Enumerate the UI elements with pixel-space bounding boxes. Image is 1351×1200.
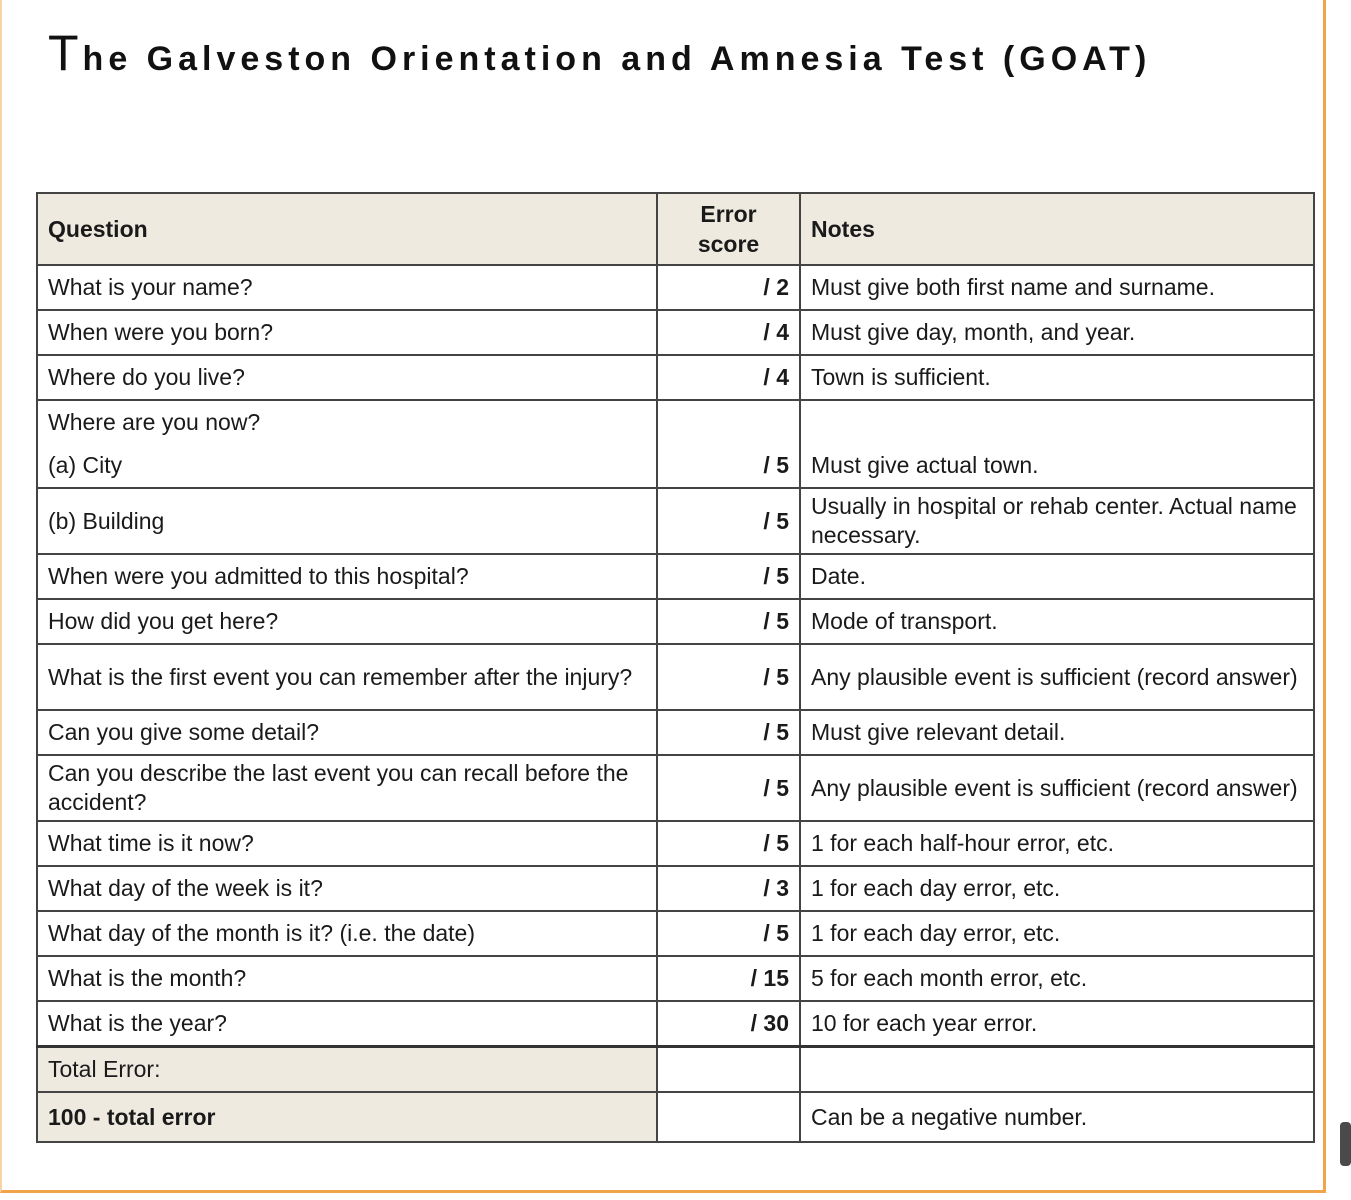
header-error-score-line1: Error — [700, 201, 757, 227]
table-row — [37, 400, 1314, 444]
table-row — [37, 644, 1314, 710]
question-cell: Where are you now? — [37, 400, 657, 444]
table-row — [37, 911, 1314, 956]
final-score-notes-cell: Can be a negative number. — [800, 1092, 1314, 1142]
question-cell: How did you get here? — [37, 599, 657, 644]
notes-cell: Must give day, month, and year. — [800, 310, 1314, 355]
notes-cell: 1 for each day error, etc. — [800, 866, 1314, 911]
header-question: Question — [37, 193, 657, 265]
question-cell: (b) Building — [37, 488, 657, 554]
table-row — [37, 265, 1314, 310]
table-row — [37, 599, 1314, 644]
question-cell: Where do you live? — [37, 355, 657, 400]
table-row — [37, 755, 1314, 821]
table-row — [37, 866, 1314, 911]
question-cell: Can you give some detail? — [37, 710, 657, 755]
score-cell: / 4 — [657, 355, 800, 400]
question-cell: What day of the week is it? — [37, 866, 657, 911]
table-row — [37, 444, 1314, 488]
header-error-score-line2: score — [697, 231, 760, 257]
score-cell: / 3 — [657, 866, 800, 911]
total-error-notes-cell — [800, 1047, 1314, 1093]
notes-cell — [800, 400, 1314, 444]
score-cell: / 5 — [657, 755, 800, 821]
table-row — [37, 488, 1314, 554]
question-cell: What is your name? — [37, 265, 657, 310]
question-cell: What is the first event you can remember after the injury? — [37, 644, 657, 710]
score-cell: / 5 — [657, 911, 800, 956]
total-error-score-cell[interactable] — [657, 1047, 800, 1093]
score-cell: / 5 — [657, 488, 800, 554]
question-cell: When were you born? — [37, 310, 657, 355]
score-cell: / 4 — [657, 310, 800, 355]
score-cell: / 2 — [657, 265, 800, 310]
final-score-row — [37, 1092, 1314, 1142]
question-cell: What is the month? — [37, 956, 657, 1001]
score-cell: / 15 — [657, 956, 800, 1001]
table-header-row — [37, 193, 1314, 265]
notes-cell: 10 for each year error. — [800, 1001, 1314, 1047]
score-cell: / 30 — [657, 1001, 800, 1047]
table-row — [37, 310, 1314, 355]
final-score-cell[interactable] — [657, 1092, 800, 1142]
title-initial: T — [48, 25, 83, 81]
notes-cell: 5 for each month error, etc. — [800, 956, 1314, 1001]
score-cell: / 5 — [657, 599, 800, 644]
total-error-label: Total Error: — [37, 1047, 657, 1093]
notes-cell: Town is sufficient. — [800, 355, 1314, 400]
notes-cell: Date. — [800, 554, 1314, 599]
score-cell — [657, 400, 800, 444]
notes-cell: 1 for each half-hour error, etc. — [800, 821, 1314, 866]
notes-cell: Any plausible event is sufficient (record answer) — [800, 755, 1314, 821]
table-row — [37, 355, 1314, 400]
notes-cell: Usually in hospital or rehab center. Actual name necessary. — [800, 488, 1314, 554]
notes-cell: Mode of transport. — [800, 599, 1314, 644]
score-cell: / 5 — [657, 444, 800, 488]
final-score-label: 100 - total error — [37, 1092, 657, 1142]
notes-cell: Any plausible event is sufficient (record answer) — [800, 644, 1314, 710]
goat-table — [36, 192, 1315, 1143]
page-title — [48, 24, 1151, 82]
notes-cell: Must give relevant detail. — [800, 710, 1314, 755]
table-row — [37, 821, 1314, 866]
notes-cell: 1 for each day error, etc. — [800, 911, 1314, 956]
table-row — [37, 710, 1314, 755]
table-row — [37, 554, 1314, 599]
score-cell: / 5 — [657, 644, 800, 710]
notes-cell: Must give actual town. — [800, 444, 1314, 488]
table-row — [37, 1001, 1314, 1047]
header-notes: Notes — [800, 193, 1314, 265]
title-text: he Galveston Orientation and Amnesia Test (GOAT) — [82, 40, 1152, 78]
score-cell: / 5 — [657, 821, 800, 866]
total-error-row — [37, 1047, 1314, 1093]
question-cell: (a) City — [37, 444, 657, 488]
header-error-score — [657, 193, 800, 265]
notes-cell: Must give both first name and surname. — [800, 265, 1314, 310]
question-cell: What day of the month is it? (i.e. the date) — [37, 911, 657, 956]
question-cell: What time is it now? — [37, 821, 657, 866]
scrollbar-thumb[interactable] — [1340, 1122, 1351, 1166]
question-cell: What is the year? — [37, 1001, 657, 1047]
score-cell: / 5 — [657, 710, 800, 755]
question-cell: Can you describe the last event you can recall before the accident? — [37, 755, 657, 821]
table-row — [37, 956, 1314, 1001]
score-cell: / 5 — [657, 554, 800, 599]
question-cell: When were you admitted to this hospital? — [37, 554, 657, 599]
